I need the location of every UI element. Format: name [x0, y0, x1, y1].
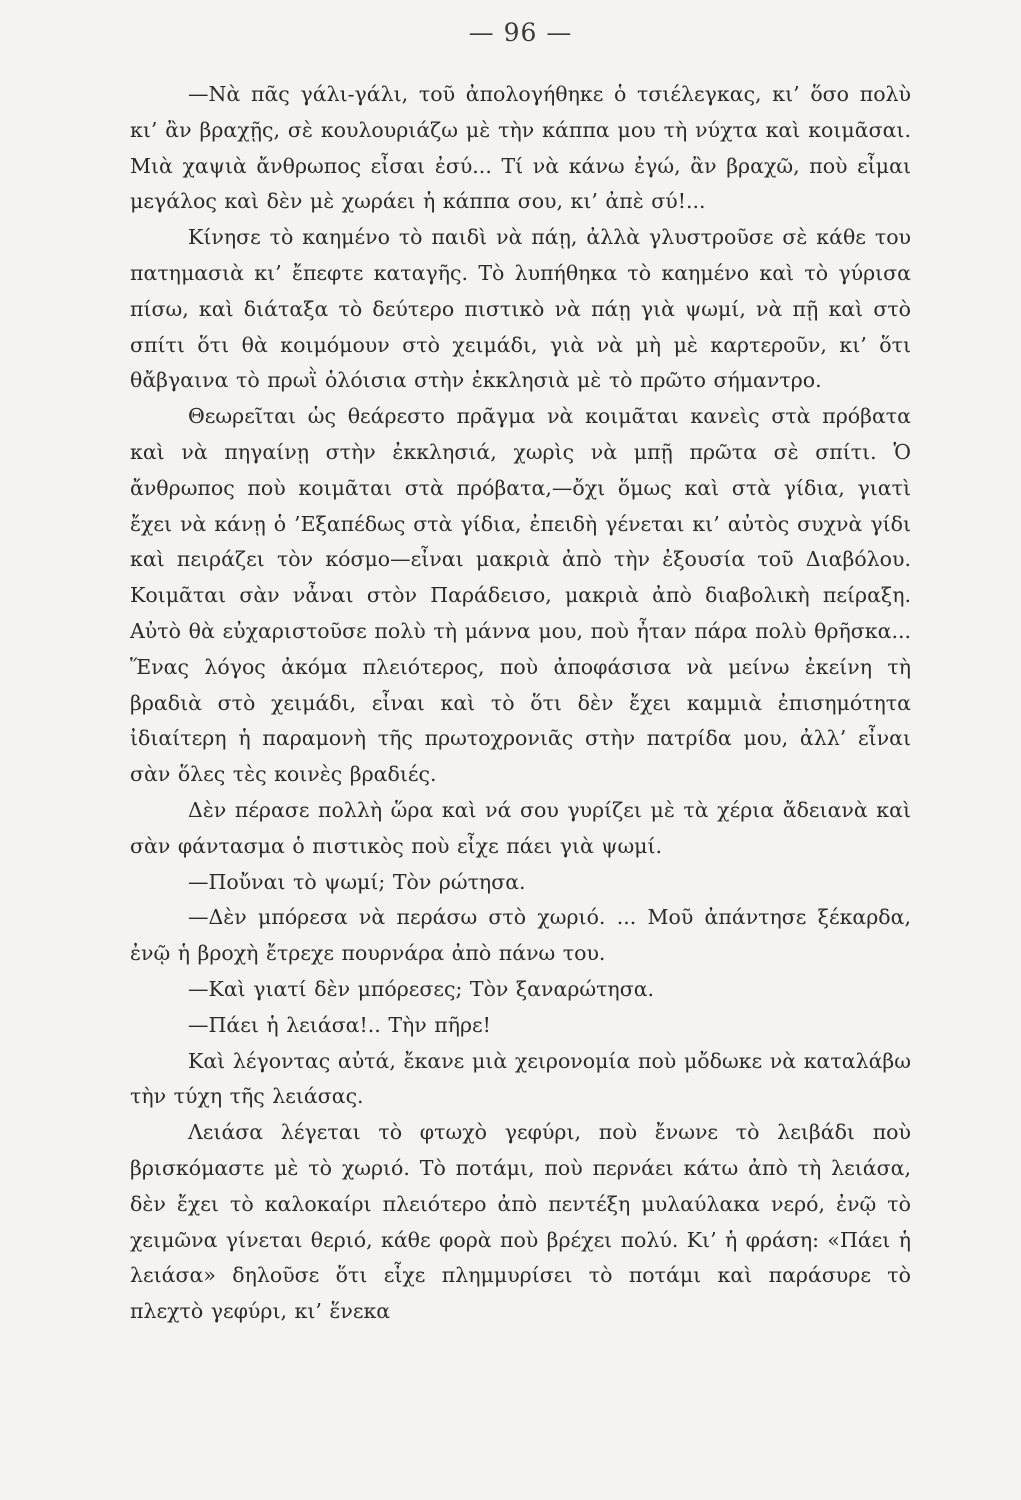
paragraph: —Καὶ γιατί δὲν μπόρεσες; Τὸν ξαναρώτησα. — [188, 976, 655, 1001]
paragraph: Λειάσα λέγεται τὸ φτωχὸ γεφύρι, ποὺ ἔνωνε τὸ λειβάδι ποὺ βρισκόμαστε μὲ τὸ χωριό. Τὸ ποτάμι, ποὺ περνάει κάτω ἀπὸ τὴ λειάσα, δὲν ἔχει τὸ καλοκαίρι πλειότερο ἀπὸ πεντέξη μυλαύλακα νερό, ἐνῷ τὸ χειμῶνα γίνεται θεριό, κάθε φορὰ ποὺ βρέχει πολύ. Κι’ ἡ φράση: «Πάει ἡ λειάσα» δηλοῦσε ὅτι εἶχε πλημμυρίσει τὸ ποτάμι καὶ παράσυρε τὸ πλεχτὸ γεφύρι, κι’ ἕνεκα — [130, 1120, 911, 1324]
paragraph: —Πάει ἡ λειάσα!.. Τὴν πῆρε! — [188, 1012, 491, 1037]
paragraph: Καὶ λέγοντας αὐτά, ἔκανε μιὰ χειρονομία ποὺ μὄδωκε νὰ καταλάβω τὴν τύχη τῆς λειάσας. — [130, 1048, 911, 1109]
page-number: — 96 — — [468, 18, 573, 47]
paragraph: —Νὰ πᾶς γάλι-γάλι, τοῦ ἀπολογήθηκε ὁ τσιέλεγκας, κι’ ὅσο πολὺ κι’ ἂν βραχῇς, σὲ κουλουριάζω μὲ τὴν κάππα μου τὴ νύχτα καὶ κοιμᾶσαι. Μιὰ χαψιὰ ἄνθρωπος εἶσαι ἐσύ... Τί νὰ κάνω ἐγώ, ἂν βραχῶ, ποὺ εἶμαι μεγάλος καὶ δὲν μὲ χωράει ἡ κάππα σου, κι’ ἀπὲ σύ!... — [130, 82, 911, 214]
paragraph: —Ποὔναι τὸ ψωμί; Τὸν ρώτησα. — [188, 869, 526, 894]
paragraph: —Δὲν μπόρεσα νὰ περάσω στὸ χωριό. ... Μοῦ ἀπάντησε ξέκαρδα, ἐνῷ ἡ βροχὴ ἔτρεχε πουρνάρα ἀπὸ πάνω του. — [130, 905, 911, 966]
paragraph: Θεωρεῖται ὡς θεάρεστο πρᾶγμα νὰ κοιμᾶται κανεὶς στὰ πρόβατα καὶ νὰ πηγαίνῃ στὴν ἐκκλησιά, χωρὶς νὰ μπῇ πρῶτα σὲ σπίτι. Ὁ ἄνθρωπος ποὺ κοιμᾶται στὰ πρόβατα,—ὄχι ὅμως καὶ στὰ γίδια, γιατὶ ἔχει νὰ κάνῃ ὁ ’Εξαπέδως στὰ γίδια, ἐπειδὴ γένεται κι’ αὐτὸς συχνὰ γίδι καὶ πειράζει τὸν κόσμο—εἶναι μακριὰ ἀπὸ τὴν ἐξουσία τοῦ Διαβόλου. Κοιμᾶται σὰν νἆναι στὸν Παράδεισο, μακριὰ ἀπὸ διαβολικὴ πείραξη. Αὐτὸ θὰ εὐχαριστοῦσε πολὺ τὴ μάννα μου, ποὺ ἦταν πάρα πολὺ θρῆσκα... Ἕνας λόγος ἀκόμα πλειότερος, ποὺ ἀποφάσισα νὰ μείνω ἐκείνη τὴ βραδιὰ στὸ χειμάδι, εἶναι καὶ τὸ ὅτι δὲν ἔχει καμμιὰ ἐπισημότητα ἰδιαίτερη ἡ παραμονὴ τῆς πρωτοχρονιᾶς στὴν πατρίδα μου, ἀλλ’ εἶναι σὰν ὅλες τὲς κοινὲς βραδιές. — [130, 404, 911, 787]
paragraph: Κίνησε τὸ καημένο τὸ παιδὶ νὰ πάῃ, ἀλλὰ γλυστροῦσε σὲ κάθε του πατημασιὰ κι’ ἔπεφτε καταγῆς. Τὸ λυπήθηκα τὸ καημένο καὶ τὸ γύρισα πίσω, καὶ διάταξα τὸ δεύτερο πιστικὸ νὰ πάῃ γιὰ ψωμί, νὰ πῇ καὶ στὸ σπίτι ὅτι θὰ κοιμόμουν στὸ χειμάδι, γιὰ νὰ μὴ μὲ καρτεροῦν, κι’ ὅτι θἄβγαινα τὸ πρωῒ ὁλόισια στὴν ἐκκλησιὰ μὲ τὸ πρῶτο σήμαντρο. — [130, 225, 911, 393]
paragraph: Δὲν πέρασε πολλὴ ὥρα καὶ νά σου γυρίζει μὲ τὰ χέρια ἄδειανὰ καὶ σὰν φάντασμα ὁ πιστικὸς ποὺ εἶχε πάει γιὰ ψωμί. — [130, 797, 911, 858]
body-text — [130, 77, 911, 1330]
